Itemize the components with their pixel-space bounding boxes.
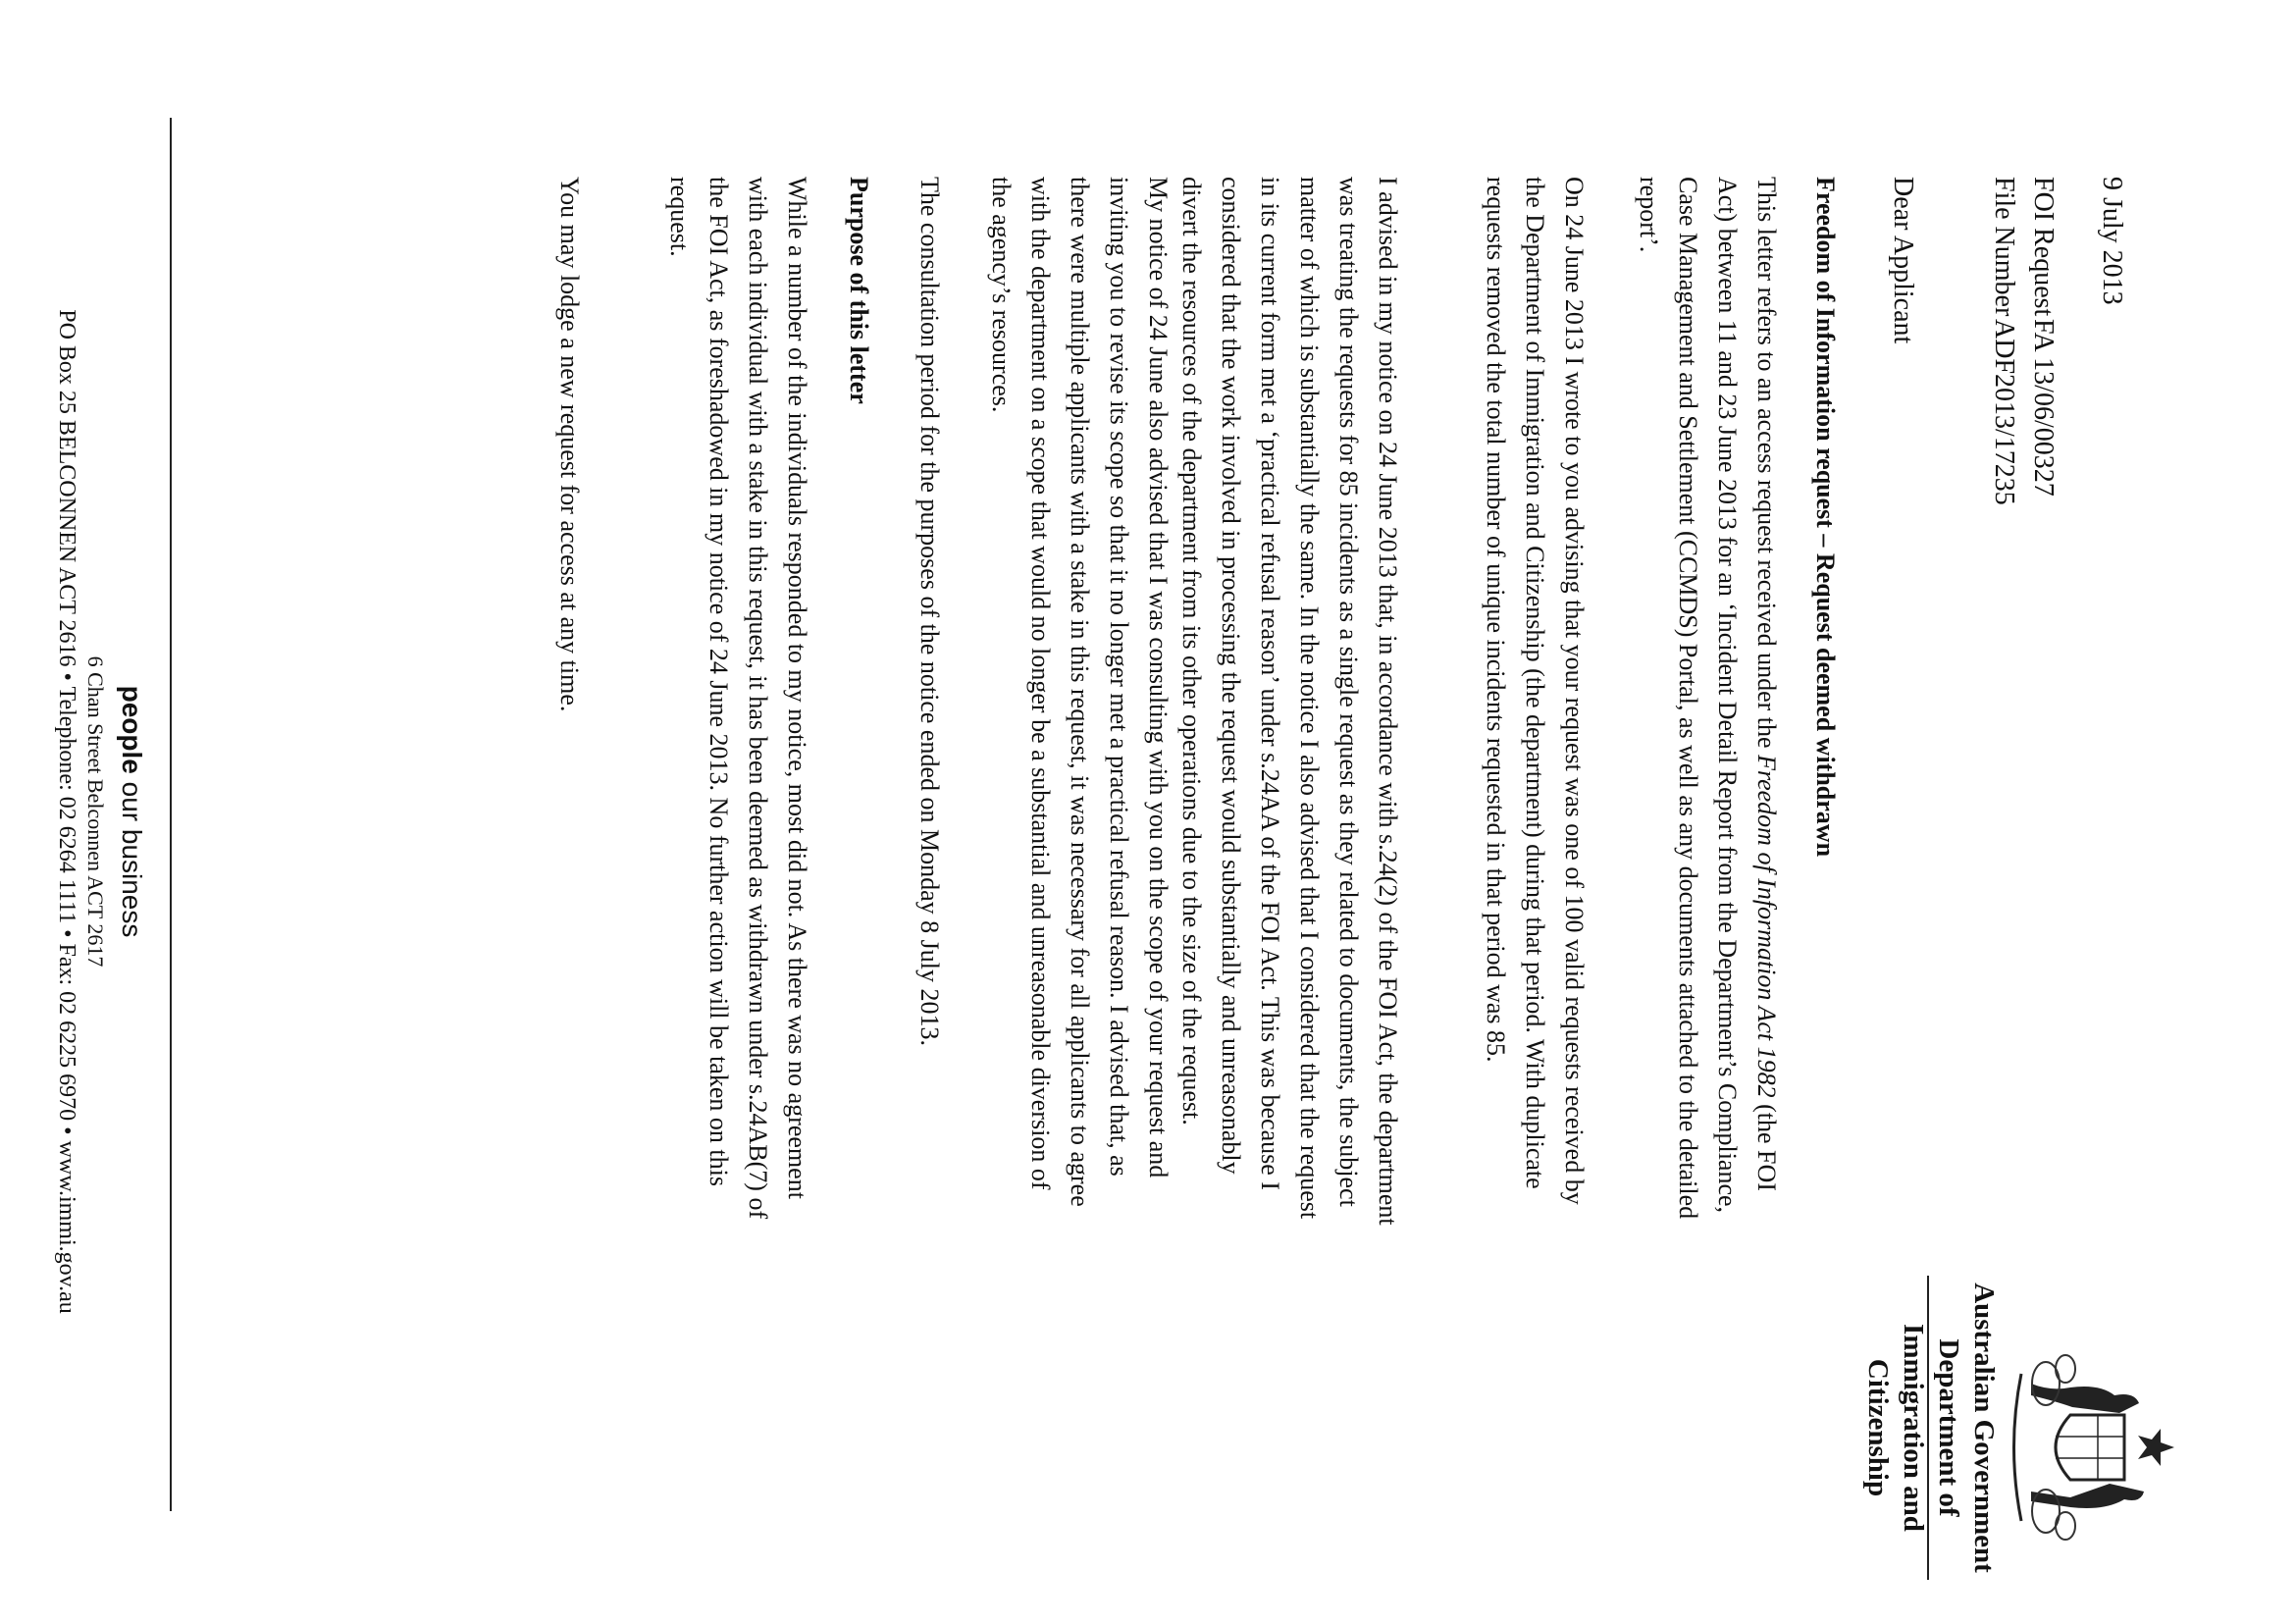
reference-block [1984,177,2062,505]
paragraph-valid-requests [1476,177,1593,1227]
footer-tagline [116,0,147,1623]
paragraph-request [1629,177,1786,1227]
reference-row-file [1984,177,2023,505]
coat-of-arms-icon [2002,1344,2178,1550]
paragraph-text: While a number of the individuals responded to my notice, most did not. As there was no agreement with each individual with a stake in this request, it has been deemed as withdrawn under s.24AB(7) of the FOI Act, as foreshadowed in my notice of 24 June 2013. No further action will be taken on this request. [665,177,811,1220]
tagline-bold: people [117,685,147,774]
paragraph-text: The consultation period for the purposes of the notice ended on Monday 8 July 2013. [915,177,944,1046]
subject-heading: Freedom of Information request – Request deemed withdrawn [1811,177,1840,858]
paragraph-consultation [981,177,1177,1227]
org-line-government: Australian Government [1968,1283,2000,1573]
footer-divider [170,118,172,1511]
reference-label: FOI Request [2028,177,2059,317]
footer-address-street: 6 Chan Street Belconnen ACT 2617 [83,655,108,968]
paragraph-text: I advised in my notice on 24 June 2013 that, in accordance with s.24(2) of the FOI Act, the department was treating the requests for 85 incidents as a single request as they related to documents, the subject matter of which is substantially the same. In the notice I also advised that I considered that the request in its current form met a ‘practical refusal reason’ under s.24AA of the FOI Act. This was because I considered that the work involved in processing the request would substantially and unreasonably divert the resources of the department from its other operations due to the size of the request. [1177,177,1402,1226]
paragraph-text: You may lodge a new request for access at any time. [555,177,584,712]
reference-row-foi [2023,177,2062,505]
paragraph-new-request [549,177,589,1227]
act-title: Freedom of Information Act 1982 [1752,755,1781,1098]
reference-value: ADF2013/17235 [1989,319,2019,505]
footer-contact-line: PO Box 25 BELCONNEN ACT 2616 • Telephone: 02 6264 1111 • Fax: 02 6225 6970 • www.immi.gov.au [54,309,79,1314]
reference-value: FA 13/06/00327 [2028,319,2059,497]
salutation: Dear Applicant [1888,177,1918,344]
org-line-department: Department of Immigration and Citizenship [1862,1324,1964,1532]
paragraph-text: This letter refers to an access request received under the [1752,177,1781,756]
reference-label: File Number [1989,177,2019,317]
paragraph-text: My notice of 24 June also advised that I was consulting with you on the scope of your request and inviting you to revise its scope so that it no longer met a practical refusal reason. I advised that, as there were multiple applicants with a stake in this request, it was necessary for all applicants to agree with the department on a scope that would no longer be a substantial and unreasonable diversion of the agency’s resources. [987,177,1173,1207]
tagline-rest: our business [117,773,147,938]
letter-date: 9 July 2013 [2097,177,2127,305]
header-divider [1927,1276,1929,1580]
department-name [1860,1276,2002,1580]
paragraph-withdrawn [659,177,816,1227]
paragraph-single-request [1172,177,1407,1227]
purpose-heading: Purpose of this letter [845,177,873,404]
paragraph-text: (the FOI Act) between 11 and 23 June 2013 for an ‘Incident Detail Report from the Department’s Compliance, Case Management and Settlement (CCMDS) Portal, as well as any documents attached to the detailed report’. [1635,177,1781,1220]
paragraph-consultation-end [910,177,949,1227]
paragraph-text: On 24 June 2013 I wrote to you advising that your request was one of 100 valid requests received by the Department of Immigration and Citizenship (the department) during that period. With duplicate requests removed the total number of unique incidents requested in that period was 85. [1482,177,1589,1205]
